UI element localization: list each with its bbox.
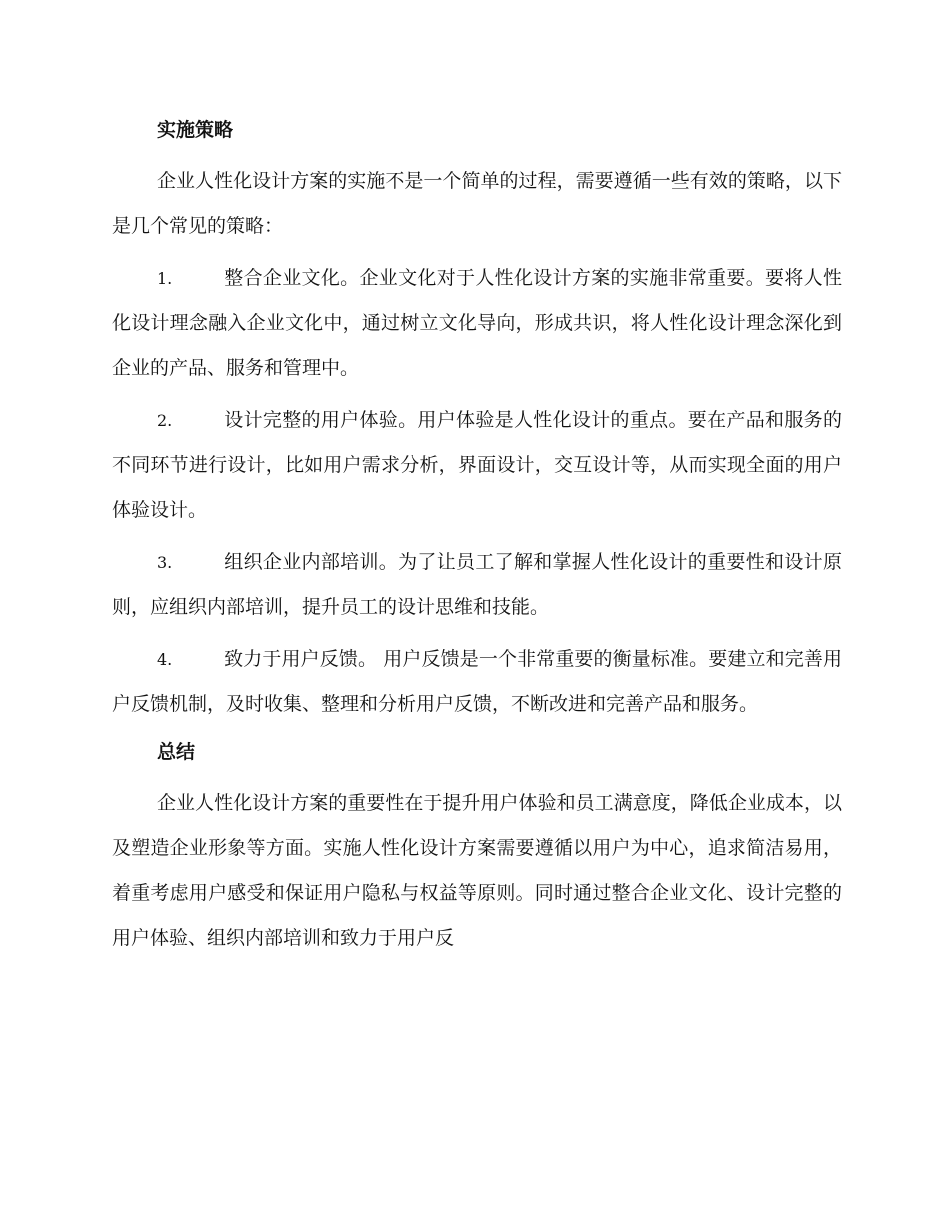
strategy-list-item (112, 256, 842, 391)
list-item-text: 组织企业内部培训。为了让员工了解和掌握人性化设计的重要性和设计原则，应组织内部培训，提升员工的设计思维和技能。 (112, 551, 842, 618)
document-content (112, 112, 842, 968)
list-item-text: 整合企业文化。企业文化对于人性化设计方案的实施非常重要。要将人性化设计理念融入企业文化中，通过树立文化导向，形成共识，将人性化设计理念深化到企业的产品、服务和管理中。 (112, 267, 842, 379)
section-heading-summary: 总结 (157, 741, 196, 763)
summary-paragraph: 企业人性化设计方案的重要性在于提升用户体验和员工满意度，降低企业成本，以及塑造企业形象等方面。实施人性化设计方案需要遵循以用户为中心，追求简洁易用，着重考虑用户感受和保证用户隐私与权益等原则。同时通过整合企业文化、设计完整的用户体验、组织内部培训和致力于用户反 (112, 792, 842, 949)
list-item-number: 2. (157, 411, 173, 430)
strategy-intro-paragraph: 企业人性化设计方案的实施不是一个简单的过程，需要遵循一些有效的策略，以下是几个常见的策略： (112, 170, 842, 237)
list-item-number: 3. (157, 553, 173, 572)
list-item-number: 1. (157, 269, 173, 288)
strategy-list-item (112, 637, 842, 727)
list-item-text: 致力于用户反馈。 用户反馈是一个非常重要的衡量标准。要建立和完善用户反馈机制，及时收集、整理和分析用户反馈，不断改进和完善产品和服务。 (112, 648, 842, 715)
list-item-text: 设计完整的用户体验。用户体验是人性化设计的重点。要在产品和服务的不同环节进行设计，比如用户需求分析，界面设计，交互设计等，从而实现全面的用户体验设计。 (112, 409, 842, 521)
section-heading-strategy: 实施策略 (157, 119, 234, 141)
strategy-list-item (112, 398, 842, 533)
list-item-number: 4. (157, 650, 173, 669)
strategy-list-item (112, 540, 842, 630)
